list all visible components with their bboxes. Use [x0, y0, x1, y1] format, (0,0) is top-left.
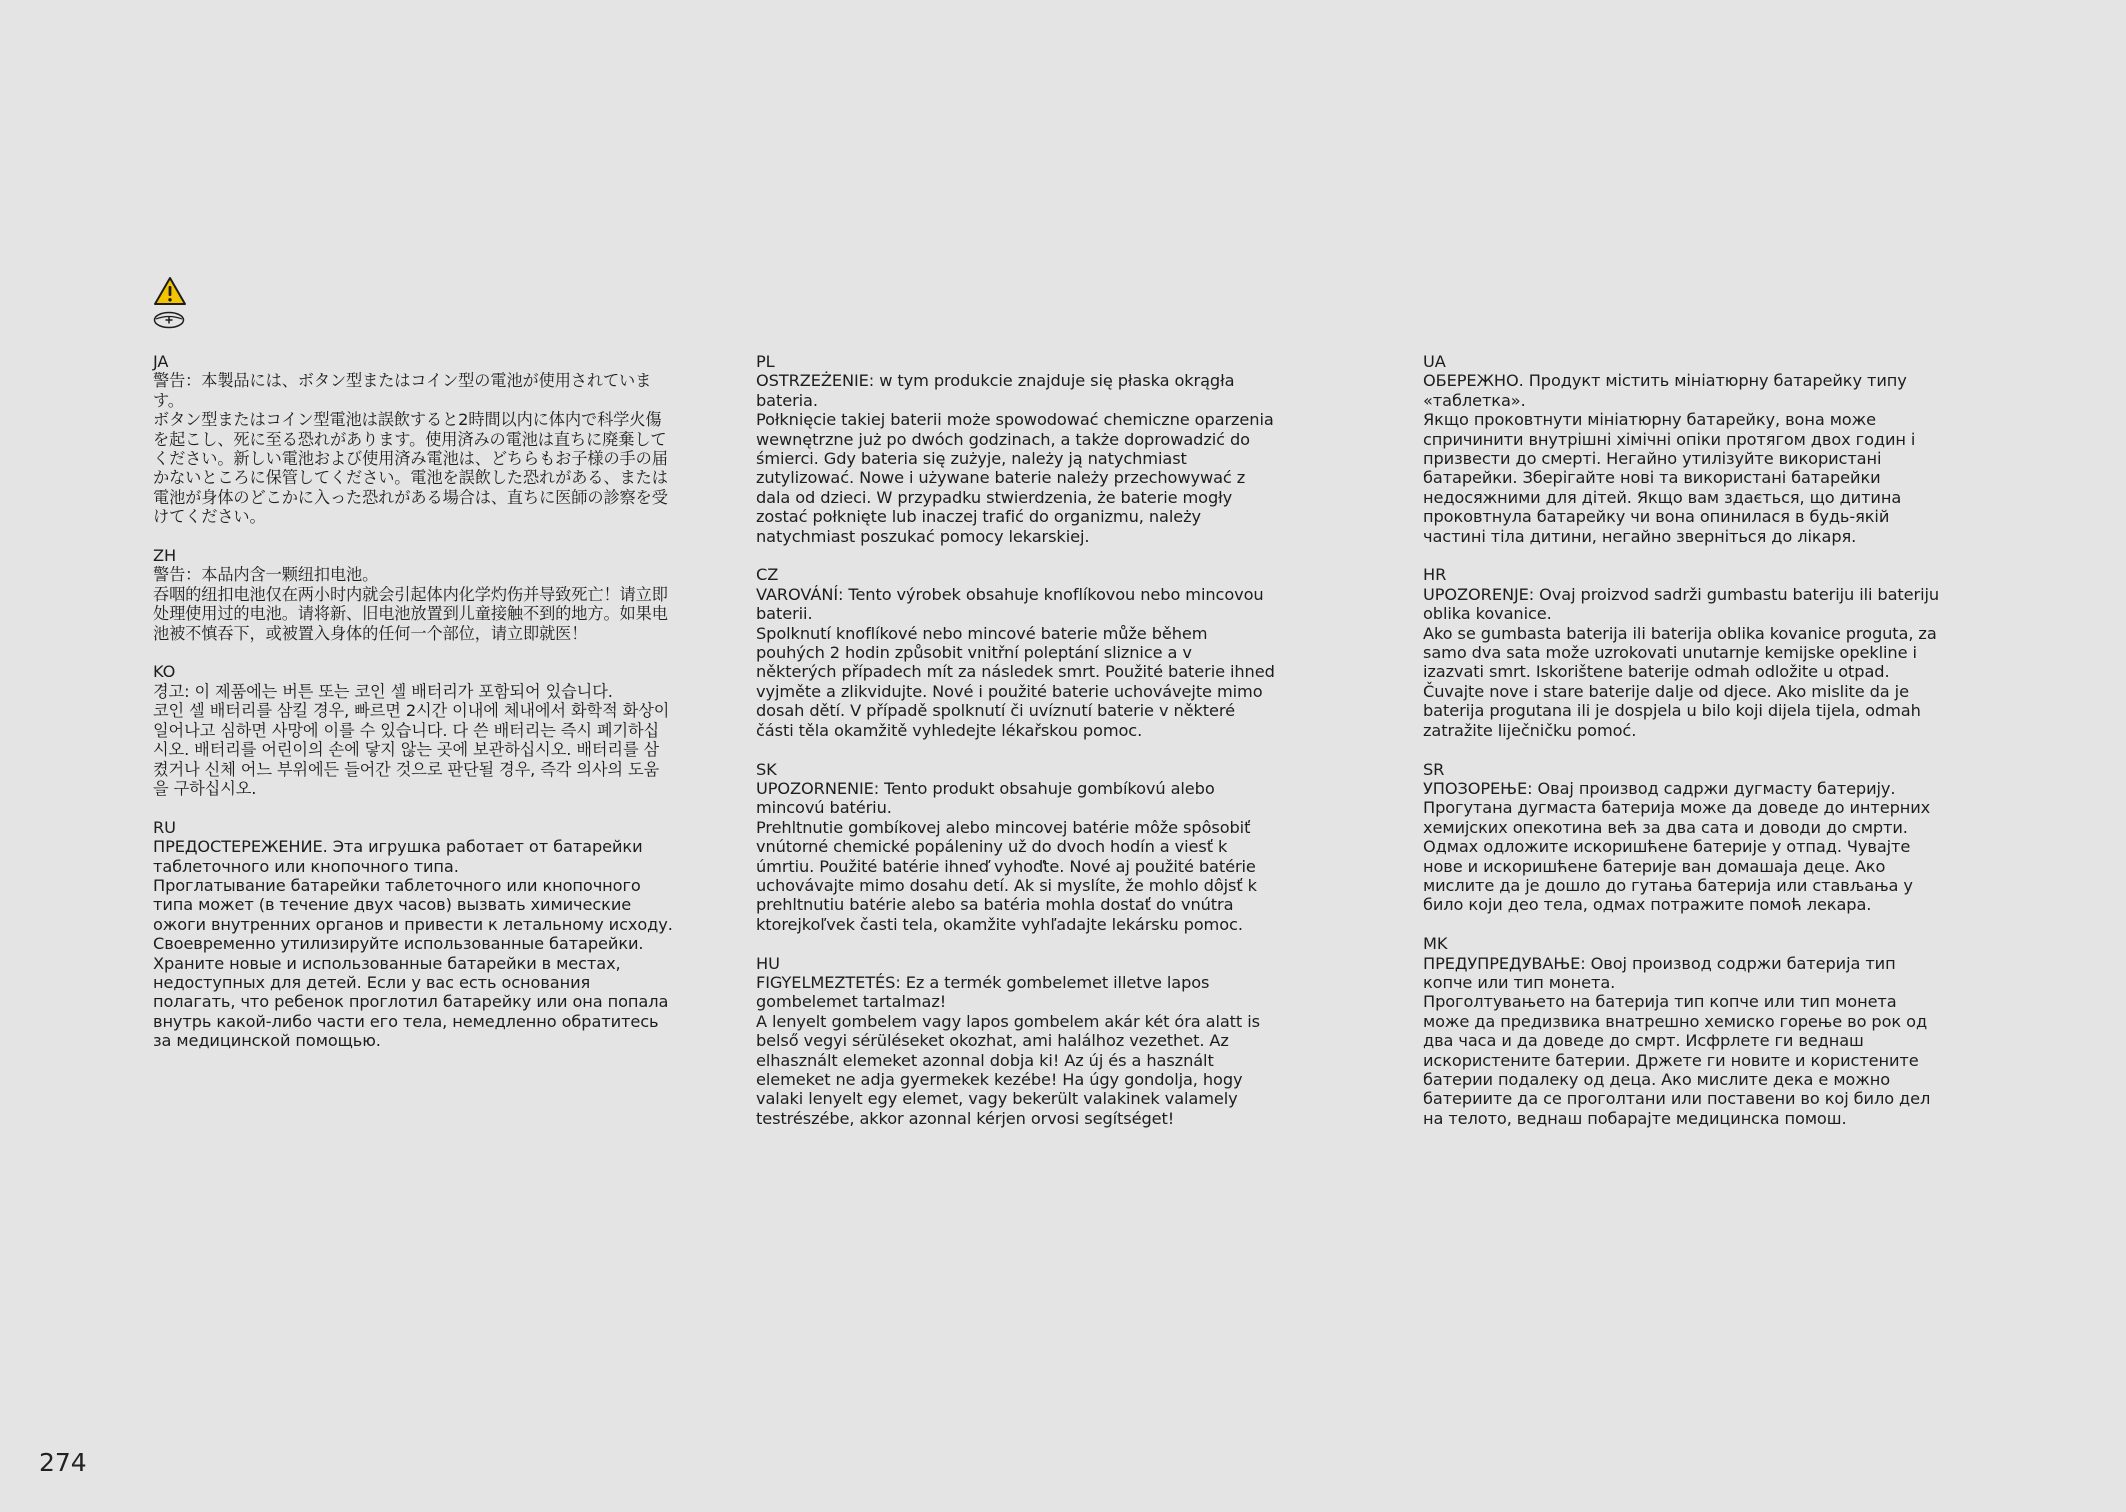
warning-text: ПРЕДОСТЕРЕЖЕНИЕ. Эта игрушка работает от батарейки таблеточного или кнопочного типа. Проглатывание батарейки таблеточного или кнопочного типа может (в течение двух часов) вызвать химические ожоги внутренних органов и привести к летальному исходу. Своевременно утилизируйте использованные батарейки. Храните новые и использованные батарейки в местах, недоступных для детей. Если у вас есть основания полагать, что ребенок проглотил батарейку или она попала внутрь какой-либо части его тела, немедленно обратитесь за медицинской помощью.: [153, 837, 673, 1051]
column-right: [1423, 352, 1943, 1148]
language-code: CZ: [756, 565, 779, 585]
language-code: KO: [153, 662, 176, 682]
language-code: SR: [1423, 759, 1445, 779]
warning-text: UPOZORNENIE: Tento produkt obsahuje gombíkovú alebo mincovú batériu. Prehltnutie gombíkovej alebo mincovej batérie môže spôsobiť vnútorné chemické popáleniny už do dvoch hodín a viesť k úmrtiu. Použité batérie ihneď vyhoďte. Nové aj použité batérie uchovávajte mimo dosahu detí. Ak si myslíte, že mohlo dôjsť k prehltnutiu batérie alebo sa batéria mohla dostať do vnútra ktorejkoľvek časti tela, okamžite vyhľadajte lekársku pomoc.: [756, 778, 1257, 934]
warning-section-zh: [153, 546, 673, 643]
warning-text: 경고: 이 제품에는 버튼 또는 코인 셀 배터리가 포함되어 있습니다. 코인 셀 배터리를 삼킬 경우, 빠르면 2시간 이내에 체내에서 화학적 화상이 일어나고 심하면 사망에 이를 수 있습니다. 다 쓴 배터리는 즉시 폐기하십시오. 배터리를 어린이의 손에 닿지 않는 곳에 보관하십시오. 배터리를 삼켰거나 신체 어느 부위에든 들어간 것으로 판단될 경우, 즉각 의사의 도움을 구하십시오.: [153, 681, 670, 798]
language-code: PL: [756, 352, 775, 371]
warning-section-sr: [1423, 760, 1943, 915]
warning-text: 警告：本製品には、ボタン型またはコイン型の電池が使用されています。 ボタン型またはコイン型電池は誤飲すると2時間以内に体内で科学火傷を起こし、死に至る恐れがあります。使用済みの電池は直ちに廃棄してください。新しい電池および使用済み電池は、どちらもお子様の手の届かないところに保管してください。電池を誤飲した恐れがある、または電池が身体のどこかに入った恐れがある場合は、直ちに医師の診察を受けてください。: [153, 371, 668, 527]
warning-text: UPOZORENJE: Ovaj proizvod sadrži gumbastu bateriju ili bateriju oblika kovanice. Ako se gumbasta baterija ili baterija oblika kovanice proguta, za samo dva sata može uzrokovati unutarnje kemijske opekline i izazvati smrt. Iskorištene baterije odmah odložite u otpad. Čuvajte nove i stare baterije dalje od djece. Ako mislite da je baterija progutana ili je dospjela u bilo koji dijela tijela, odmah zatražite liječničku pomoć.: [1423, 584, 1940, 740]
warning-text: 警告：本品内含一颗纽扣电池。 吞咽的纽扣电池仅在两小时内就会引起体内化学灼伤并导致死亡！请立即处理使用过的电池。请将新、旧电池放置到儿童接触不到的地方。如果电池被不慎吞下，或被置入身体的任何一个部位，请立即就医！: [153, 565, 668, 643]
page-number: 274: [39, 1448, 87, 1477]
warning-section-hu: [756, 954, 1276, 1129]
language-code: HU: [756, 953, 780, 973]
warning-icons: [153, 276, 189, 330]
warning-triangle-icon: [153, 276, 187, 306]
warning-text: OSTRZEŻENIE: w tym produkcie znajduje się płaska okrągła bateria. Połknięcie takiej baterii może spowodować chemiczne oparzenia wewnętrzne już po dwóch godzinach, a także doprowadzić do śmierci. Gdy bateria się zużyje, należy ją natychmiast zutylizować. Nowe i używane baterie należy przechowywać z dala od dzieci. W przypadku stwierdzenia, że baterie mogły zostać połknięte lub inaczej trafić do organizmu, należy natychmiast poszukać pomocy lekarskiej.: [756, 371, 1274, 546]
warning-text: ПРЕДУПРЕДУВАЊЕ: Овој производ содржи батерија тип копче или тип монета. Проголтувањето на батерија тип копче или тип монета може да предизвика внатрешно хемиско горење во рок од два часа и да доведе до смрт. Исфрлете ги веднаш искористените батерии. Држете ги новите и користените батерии подалеку од деца. Ако мислите дека е можно батериите да се проголтани или поставени во кој било дел на телото, веднаш побарајте медицинска помош.: [1423, 953, 1931, 1128]
column-middle: [756, 352, 1276, 1148]
warning-section-hr: [1423, 565, 1943, 740]
warning-text: VAROVÁNÍ: Tento výrobek obsahuje knoflíkovou nebo mincovou baterii. Spolknutí knoflíkové nebo mincové baterie může během pouhých 2 hodin způsobit vnitřní poleptání sliznice a v některých případech mít za následek smrt. Použité baterie ihned vyjměte a zlikvidujte. Nové i použité baterie uchovávejte mimo dosah dětí. V případě spolknutí či uvíznutí baterie v některé části těla okamžitě vyhledejte lékařskou pomoc.: [756, 584, 1275, 740]
language-code: ZH: [153, 546, 177, 566]
warning-text: УПОЗОРЕЊЕ: Овај производ садржи дугмасту батерију. Прогутана дугмаста батерија може да доведе до интерних хемијских опекотина већ за два сата и доводи до смрти. Одмах одложите искоришћене батерије у отпад. Чувајте нове и искоришћене батерије ван домашаја деце. Ако мислите да је дошло до гутања батерија или стављања у било који део тела, одмах потражите помоћ лекара.: [1423, 778, 1931, 915]
column-left: [153, 352, 673, 1070]
warning-section-sk: [756, 760, 1276, 935]
language-code: UA: [1423, 352, 1446, 371]
warning-section-mk: [1423, 934, 1943, 1128]
language-code: JA: [153, 352, 169, 371]
warning-section-pl: [756, 352, 1276, 546]
warning-section-ko: [153, 662, 673, 798]
coin-battery-icon: [153, 310, 187, 330]
warning-text: FIGYELMEZTETÉS: Ez a termék gombelemet illetve lapos gombelemet tartalmaz! A lenyelt gombelem vagy lapos gombelem akár két óra alatt is belső vegyi sérüléseket okozhat, ami halálhoz vezethet. Az elhasznált elemeket azonnal dobja ki! Az új és a használt elemeket ne adja gyermekek kezébe! Ha úgy gondolja, hogy valaki lenyelt egy elemet, vagy bekerült valakinek valamely testrészébe, akkor azonnal kérjen orvosi segítséget!: [756, 972, 1260, 1128]
warning-section-ru: [153, 818, 673, 1051]
language-code: RU: [153, 817, 176, 837]
language-code: SK: [756, 759, 777, 779]
language-code: HR: [1423, 565, 1447, 585]
warning-text: ОБЕРЕЖНО. Продукт містить мініатюрну батарейку типу «таблетка». Якщо проковтнути мініатюрну батарейку, вона може спричинити внутрішні хімічні опіки протягом двох годин і призвести до смерті. Негайно утилізуйте використані батарейки. Зберігайте нові та використані батарейки недосяжними для дітей. Якщо вам здається, що дитина проковтнула батарейку чи вона опинилася в будь-якій частині тіла дитини, негайно зверніться до лікаря.: [1423, 371, 1916, 546]
language-code: MK: [1423, 934, 1448, 954]
warning-section-ua: [1423, 352, 1943, 546]
warning-section-cz: [756, 565, 1276, 740]
warning-section-ja: [153, 352, 673, 527]
